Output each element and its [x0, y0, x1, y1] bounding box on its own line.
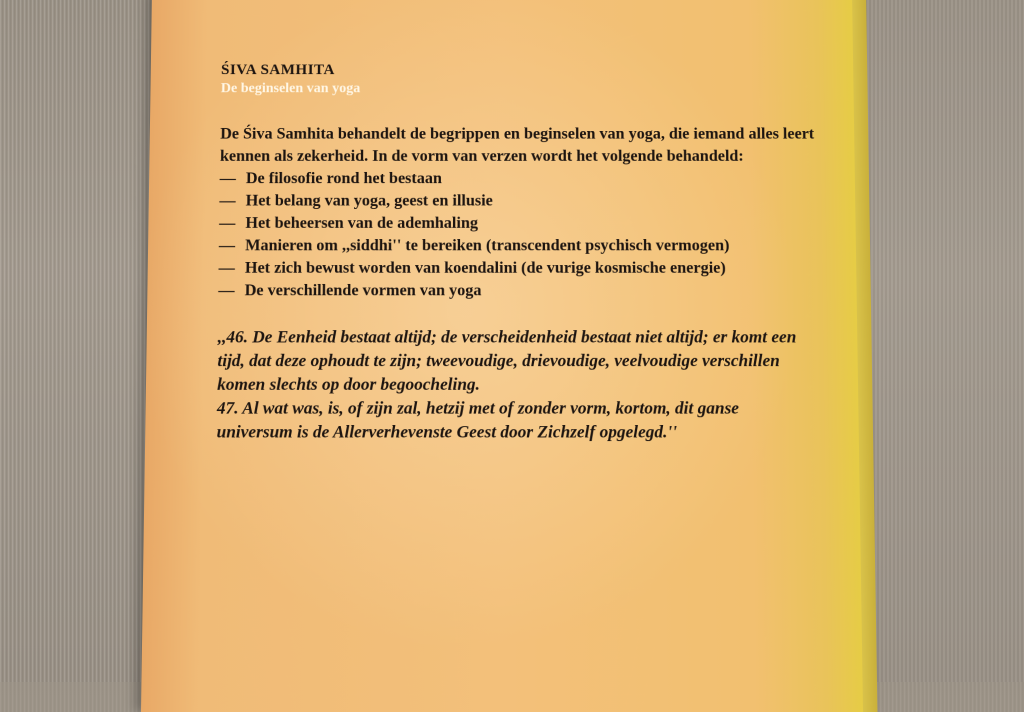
topic-item: — De verschillende vormen van yoga: [218, 280, 826, 303]
description-intro: De Śiva Samhita behandelt de begrippen en beginselen van yoga, die iemand alles leert kennen als zekerheid. In de vorm van verzen wordt het volgende behandeld:: [219, 125, 815, 165]
book-title: ŚIVA SAMHITA: [220, 62, 335, 79]
book-description: [218, 123, 826, 302]
verse-47: 47. Al wat was, is, of zijn zal, hetzij met of zonder vorm, kortom, dit ganse universum is de Allerverhevenste Geest door Zichzelf opgelegd.'': [216, 398, 740, 442]
topic-item: — Het belang van yoga, geest en illusie: [219, 190, 825, 212]
book-subtitle: De beginselen van yoga: [220, 81, 361, 97]
cover-text-block: [216, 62, 828, 444]
book-back-cover: [141, 0, 863, 712]
topic-list: [218, 168, 826, 302]
topic-item: — Manieren om ,,siddhi'' te bereiken (transcendent psychisch vermogen): [219, 235, 826, 257]
verse-46: ,,46. De Eenheid bestaat altijd; de verscheidenheid bestaat niet altijd; er komt een tijd, dat deze ophoudt te zijn; tweevoudige, drievoudige, veelvoudige verschillen komen slechts op door begoocheling.: [217, 327, 797, 394]
topic-item: — Het zich bewust worden van koendalini (de vurige kosmische energie): [218, 257, 826, 279]
topic-item: — Het beheersen van de ademhaling: [219, 213, 825, 235]
topic-item: — De filosofie rond het bestaan: [220, 168, 825, 190]
verse-quote: [216, 325, 818, 444]
